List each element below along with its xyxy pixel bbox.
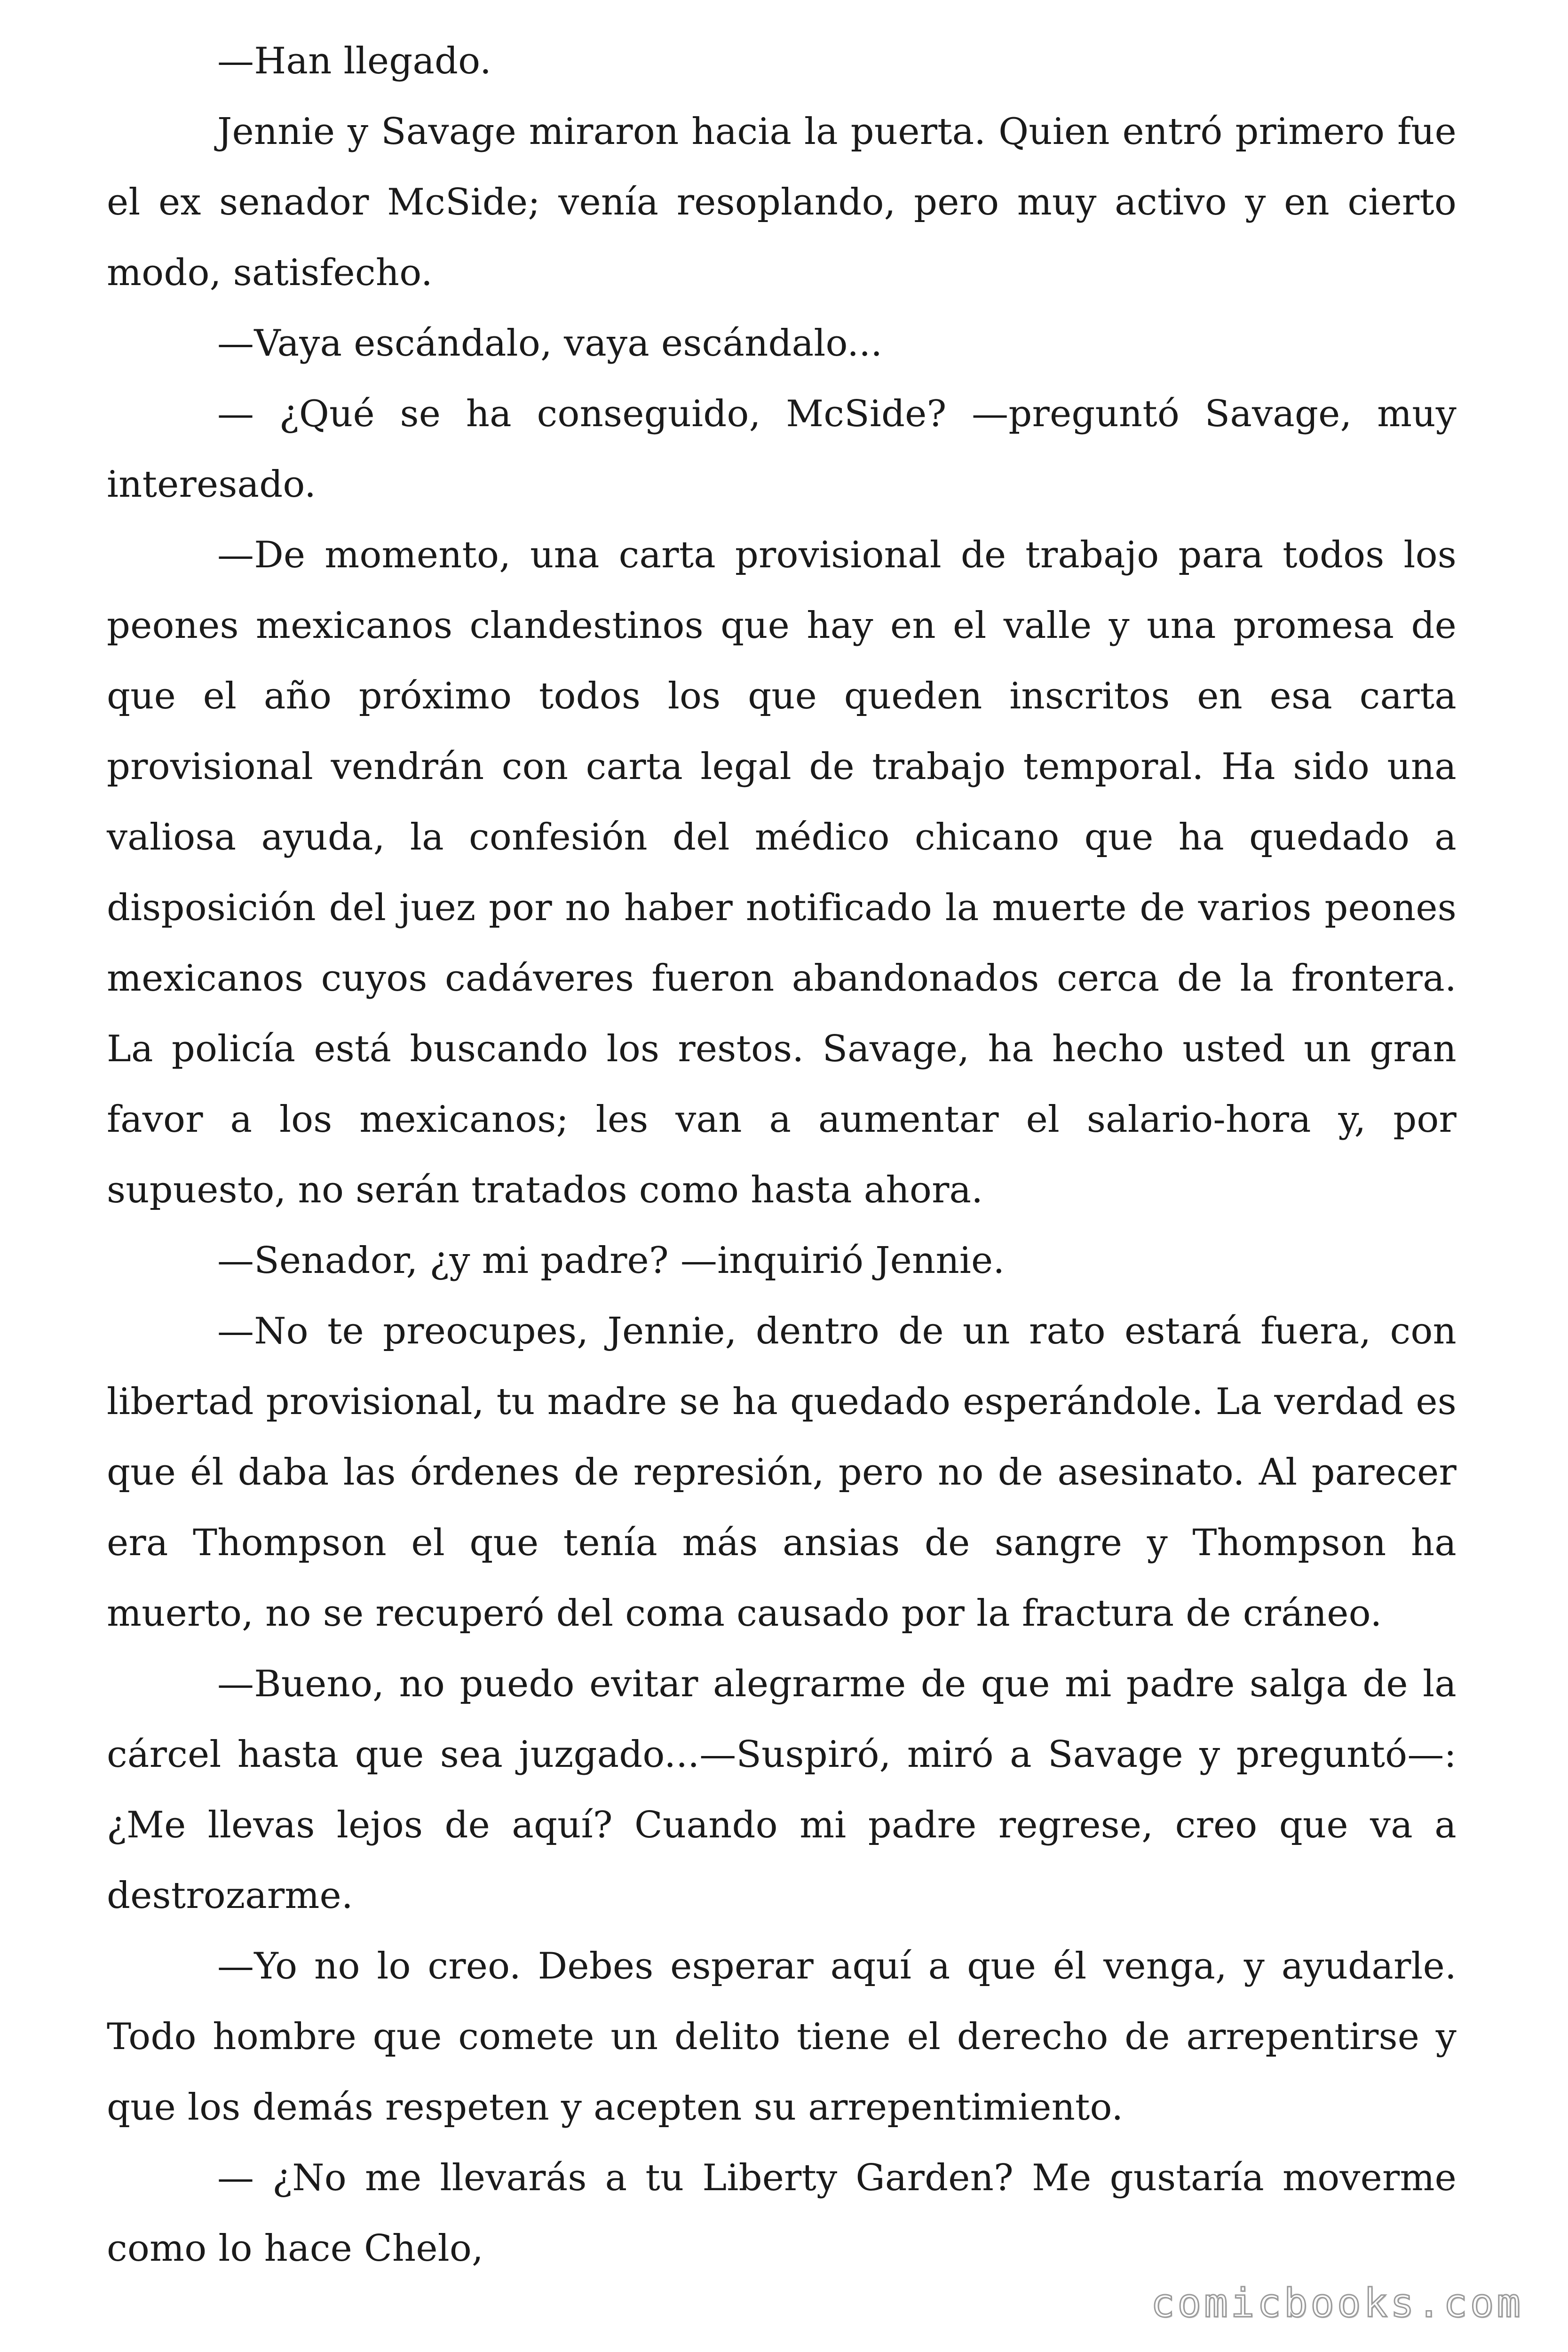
document-page [107,26,1457,2284]
paragraph: —Han llegado. [217,40,491,82]
paragraph: —Vaya escándalo, vaya escándalo... [217,322,883,365]
watermark-logo: comicbooks.com [1150,2280,1523,2326]
paragraph: —No te preocupes, Jennie, dentro de un rato estará fuera, con libertad provisional, tu madre se ha quedado esperándole. La verdad es que él daba las órdenes de represión, pero no de asesinato. Al parecer era Thompson el que tenía más ansias de sangre y Thompson ha muerto, no se recuperó del coma causado por la fractura de cráneo. [107,1310,1457,1635]
paragraph: — ¿Qué se ha conseguido, McSide? —preguntó Savage, muy interesado. [107,393,1457,506]
paragraph: —De momento, una carta provisional de trabajo para todos los peones mexicanos clandestinos que hay en el valle y una promesa de que el año próximo todos los que queden inscritos en esa carta provisional vendrán con carta legal de trabajo temporal. Ha sido una valiosa ayuda, la confesión del médico chicano que ha quedado a disposición del juez por no haber notificado la muerte de varios peones mexicanos cuyos cadáveres fueron abandonados cerca de la frontera. La policía está buscando los restos. Savage, ha hecho usted un gran favor a los mexicanos; les van a aumentar el salario-hora y, por supuesto, no serán tratados como hasta ahora. [107,534,1457,1211]
paragraph: —Senador, ¿y mi padre? —inquirió Jennie. [217,1240,1005,1282]
paragraph: Jennie y Savage miraron hacia la puerta. Quien entró primero fue el ex senador McSide; venía resoplando, pero muy activo y en cierto modo, satisfecho. [107,111,1457,294]
paragraph: — ¿No me llevarás a tu Liberty Garden? Me gustaría moverme como lo hace Chelo, [107,2157,1457,2270]
paragraph: —Yo no lo creo. Debes esperar aquí a que él venga, y ayudarle. Todo hombre que comete un delito tiene el derecho de arrepentirse y que los demás respeten y acepten su arrepentimiento. [107,1945,1457,2129]
paragraph: —Bueno, no puedo evitar alegrarme de que mi padre salga de la cárcel hasta que sea juzgado...—Suspiró, miró a Savage y preguntó—: ¿Me llevas lejos de aquí? Cuando mi padre regrese, creo que va a destrozarme. [107,1663,1457,1917]
